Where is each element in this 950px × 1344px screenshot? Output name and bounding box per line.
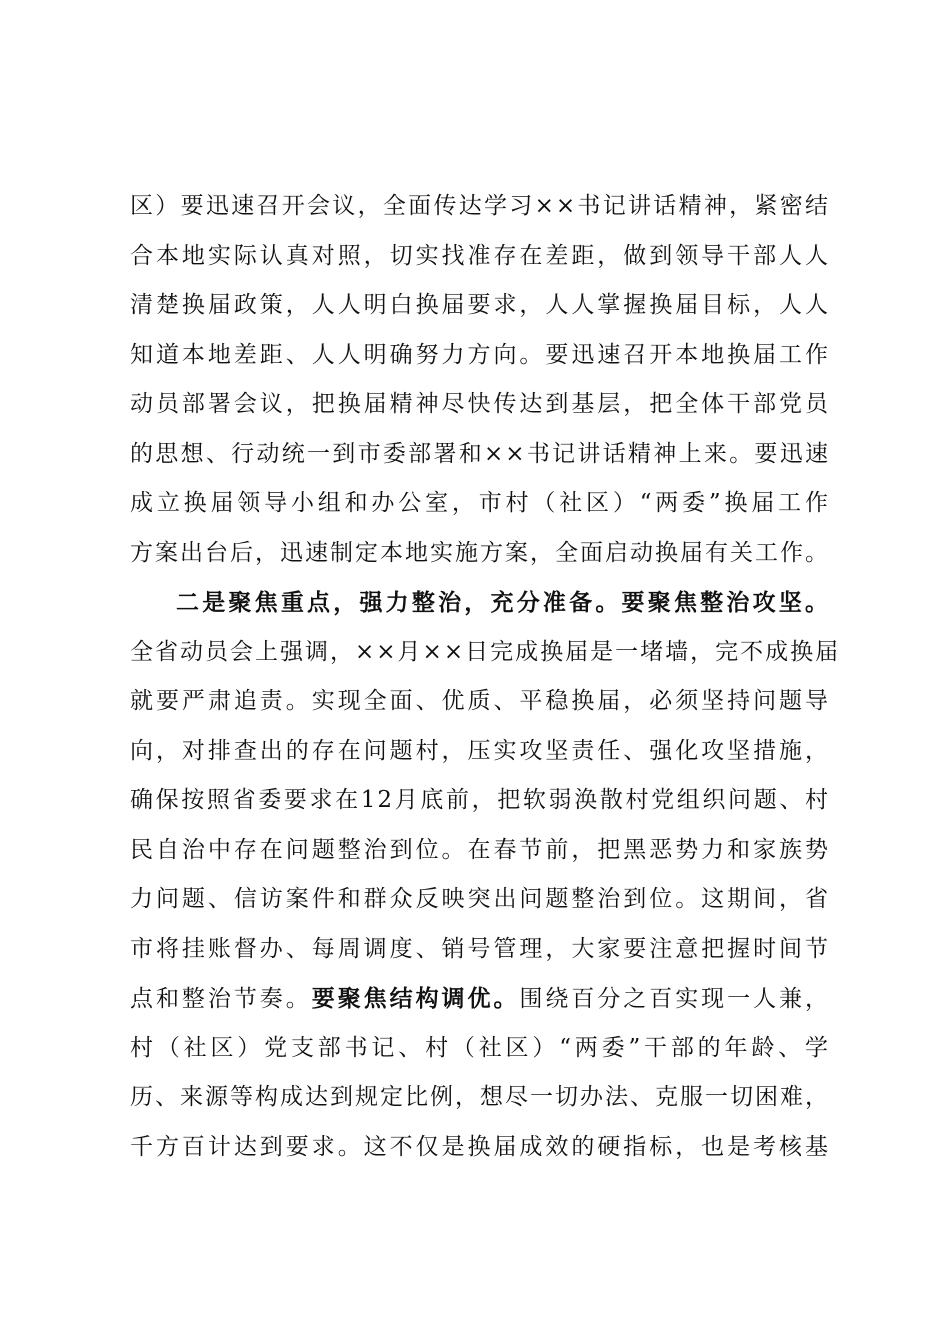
section-heading: 二是聚焦重点，强力整治，充分准备。 (176, 589, 622, 616)
text-span: 村（社区）党支部书记、村（社区）“两委”干部的年龄、学 (130, 1034, 830, 1061)
text-span: 动员部署会议，把换届精神尽快传达到基层，把全体干部党员 (130, 391, 830, 417)
text-span: 成立换届领导小组和办公室，市村（社区）“两委”换届工作 (130, 490, 830, 516)
text-span: 确保按照省委要求在12月底前，把软弱涣散村党组织问题、村 (130, 787, 830, 813)
text-line (130, 875, 830, 925)
subheading: 要聚焦结构调优。 (311, 985, 520, 1012)
text-line (130, 529, 830, 579)
text-span: 清楚换届政策，人人明白换届要求，人人掌握换届目标，人人 (130, 292, 830, 318)
text-span: 围绕百分之百实现一人兼， (519, 986, 831, 1012)
text-line (130, 380, 830, 430)
text-line (130, 331, 830, 381)
text-line (130, 628, 841, 678)
text-line (130, 1073, 830, 1123)
text-span: 市将挂账督办、每周调度、销号管理，大家要注意把握时间节 (130, 935, 830, 962)
text-span: 全省动员会上强调，××月××日完成换届是一堵墙，完不成换届 (130, 638, 841, 665)
subheading: 要聚焦整治攻坚。 (621, 589, 831, 616)
text-span: 力问题、信访案件和群众反映突出问题整治到位。这期间，省 (130, 886, 830, 912)
text-line (130, 727, 830, 777)
text-span: 点和整治节奏。 (130, 986, 312, 1012)
text-span: 方案出台后，迅速制定本地实施方案，全面启动换届有关工作。 (130, 539, 830, 566)
text-span: 民自治中存在问题整治到位。在春节前，把黑恶势力和家族势 (130, 836, 830, 863)
text-line (130, 1123, 830, 1173)
text-span: 历、来源等构成达到规定比例，想尽一切办法、克服一切困难， (130, 1084, 830, 1110)
text-line (130, 974, 830, 1024)
text-span: 向，对排查出的存在问题村，压实攻坚责任、强化攻坚措施， (130, 737, 830, 764)
text-line (130, 479, 830, 529)
text-span: 合本地实际认真对照，切实找准存在差距，做到领导干部人人 (130, 242, 830, 269)
text-line (130, 182, 830, 232)
text-line (130, 232, 830, 282)
body-text (130, 182, 841, 1172)
text-span: 千方百计达到要求。这不仅是换届成效的硬指标，也是考核基 (130, 1133, 830, 1160)
text-line (130, 776, 830, 826)
text-line (130, 826, 830, 876)
text-span: 区）要迅速召开会议，全面传达学习××书记讲话精神，紧密结 (130, 193, 830, 219)
text-span: 就要严肃追责。实现全面、优质、平稳换届，必须坚持问题导 (130, 688, 830, 714)
text-line (130, 281, 830, 331)
text-line (130, 1024, 830, 1074)
text-line (130, 925, 830, 975)
text-span: 知道本地差距、人人明确努力方向。要迅速召开本地换届工作 (130, 341, 830, 368)
text-line (130, 677, 830, 727)
text-line (130, 578, 830, 628)
text-span: 的思想、行动统一到市委部署和××书记讲话精神上来。要迅速 (130, 440, 830, 467)
text-line (130, 430, 830, 480)
